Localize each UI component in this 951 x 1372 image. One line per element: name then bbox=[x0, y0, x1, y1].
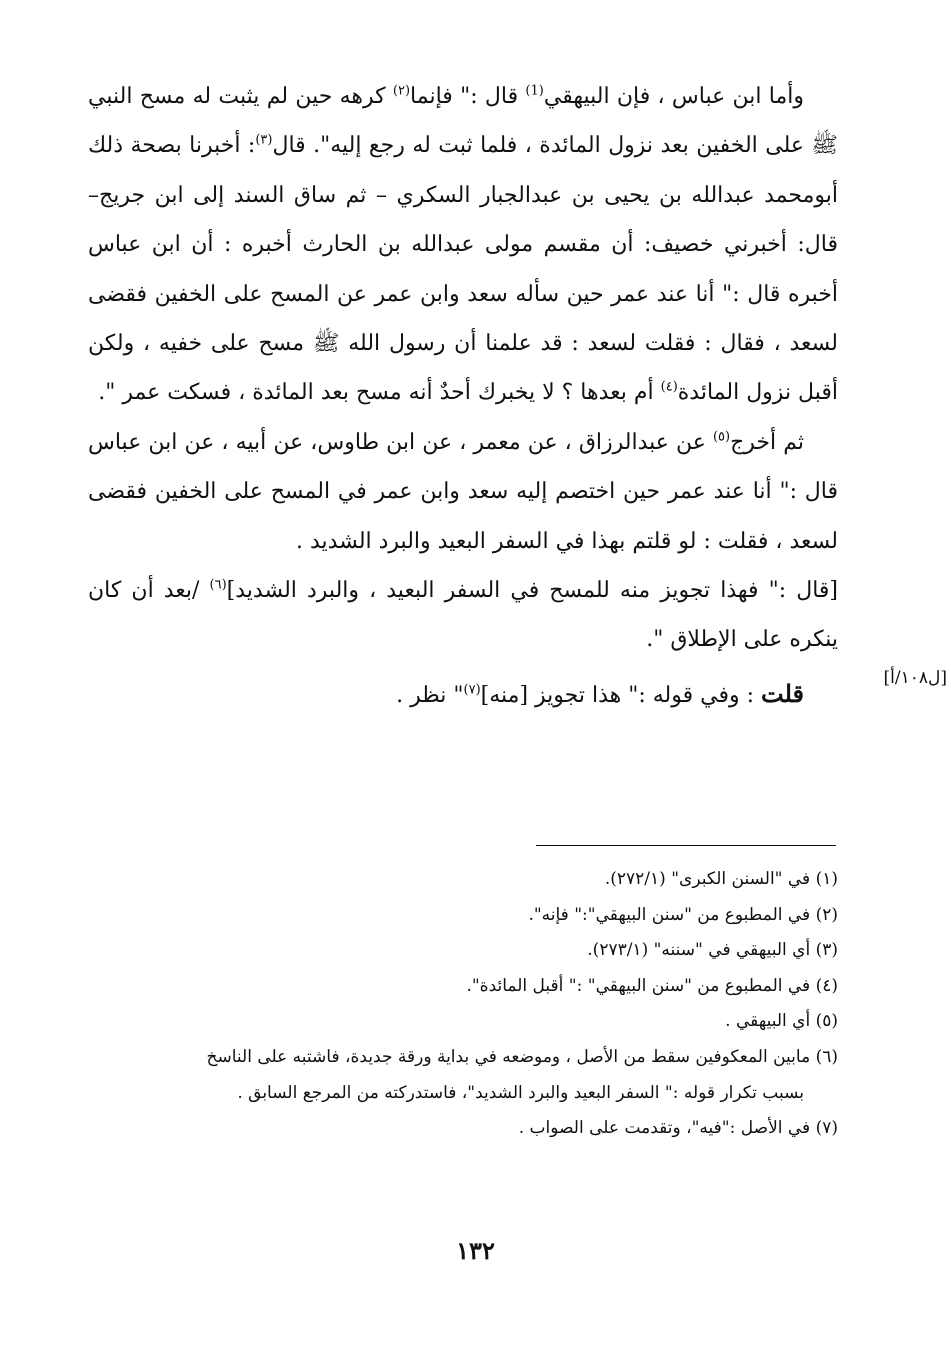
paragraph-3-text-a: [قال :" فهذا تجويز منه للمسح في السفر البعيد ، والبرد الشديد] bbox=[226, 578, 839, 604]
paragraph-1-text-c: كرهه حين لم يثبت له مسح النبي ﷺ على الخفين بعد نزول المائدة ، فلما ثبت له رجع إليه". قال bbox=[88, 84, 839, 159]
footnote-4: (٤) في المطبوع من "سنن البيهقي" :" أقبل المائدة". bbox=[466, 975, 838, 996]
footnote-6: (٦) مابين المعكوفين سقط من الأصل ، وموضعه في بداية ورقة جديدة، فاشتبه على الناسخ bbox=[206, 1046, 838, 1067]
main-text bbox=[88, 72, 838, 720]
paragraph-1-text-b: قال :" فإنما bbox=[410, 84, 526, 109]
footnote-separator bbox=[536, 845, 836, 846]
paragraph-2-text-b: عن عبدالرزاق ، عن معمر ، عن ابن طاوس، عن أبيه ، عن ابن عباس قال :" أنا عند عمر حين اختصم إليه سعد وابن عمر في المسح على الخفين فقضى لسعد ، فقلت : لو قلتم بهذا في السفر البعيد والبرد الشديد . bbox=[88, 429, 838, 554]
paragraph-4-text-b: " نظر . bbox=[396, 682, 464, 708]
footnotes bbox=[88, 862, 838, 1147]
footnote-5: (٥) أي البيهقي . bbox=[725, 1011, 838, 1032]
paragraph-2 bbox=[88, 418, 838, 566]
footnote-1: (١) في "السنن الكبرى" (٢٧٢/١). bbox=[604, 869, 838, 889]
paragraph-2-text-a: ثم أخرج bbox=[730, 429, 804, 455]
footnote-ref-7: (٧) bbox=[463, 682, 481, 698]
qult-label: قلت bbox=[761, 678, 804, 708]
paragraph-4 bbox=[88, 669, 838, 720]
footnote-ref-4: (٤) bbox=[660, 380, 678, 396]
paragraph-3-text-b: /بعد أن كان ينكره على الإطلاق ". bbox=[88, 578, 838, 653]
paragraph-1 bbox=[88, 72, 838, 418]
paragraph-1-text-e: أم بعدها ؟ لا يخبرك أحدٌ أنه مسح بعد المائدة ، فسكت عمر ". bbox=[98, 380, 661, 406]
footnote-ref-2: (٢) bbox=[392, 83, 411, 99]
footnote-ref-5: (٥) bbox=[712, 429, 731, 445]
footnote-7: (٧) في الأصل :"فيه"، وتقدمت على الصواب . bbox=[518, 1118, 838, 1139]
footnote-6-continuation: بسبب تكرار قوله :" السفر البعيد والبرد الشديد"، فاستدركته من المرجع السابق . bbox=[237, 1082, 804, 1103]
paragraph-1-text-d: : أخبرنا بصحة ذلك أبومحمد عبدالله بن يحيى بن عبدالجبار السكري – ثم ساق السند إلى ابن جريج– قال: أخبرني خصيف: أن مقسم مولى عبدالله بن الحارث أخبره : أن ابن عباس أخبره قال :" أنا عند عمر حين سأله سعد وابن عمر عن المسح على الخفين فقضى لسعد ، فقال : فقلت لسعد : قد علمنا أن رسول الله ﷺ مسح على خفيه ، ولكن أقبل نزول المائدة bbox=[88, 133, 838, 406]
footnote-ref-3: (٣) bbox=[255, 133, 273, 149]
manuscript-folio-note: [ل١٠٨/أ] bbox=[883, 668, 947, 688]
footnote-ref-6: (٦) bbox=[209, 577, 227, 593]
paragraph-3 bbox=[88, 566, 838, 665]
page-number: ١٣٢ bbox=[456, 1236, 495, 1265]
paragraph-4-text-a: : وفي قوله :" هذا تجويز [منه] bbox=[480, 682, 762, 708]
footnote-2: (٢) في المطبوع من "سنن البيهقي":" فإنه". bbox=[528, 904, 838, 925]
footnote-3: (٣) أي البيهقي في "سننه" (٢٧٣/١). bbox=[587, 940, 838, 961]
footnote-ref-1: (1) bbox=[525, 83, 544, 99]
paragraph-1-text-a: وأما ابن عباس ، فإن البيهقي bbox=[543, 84, 805, 109]
